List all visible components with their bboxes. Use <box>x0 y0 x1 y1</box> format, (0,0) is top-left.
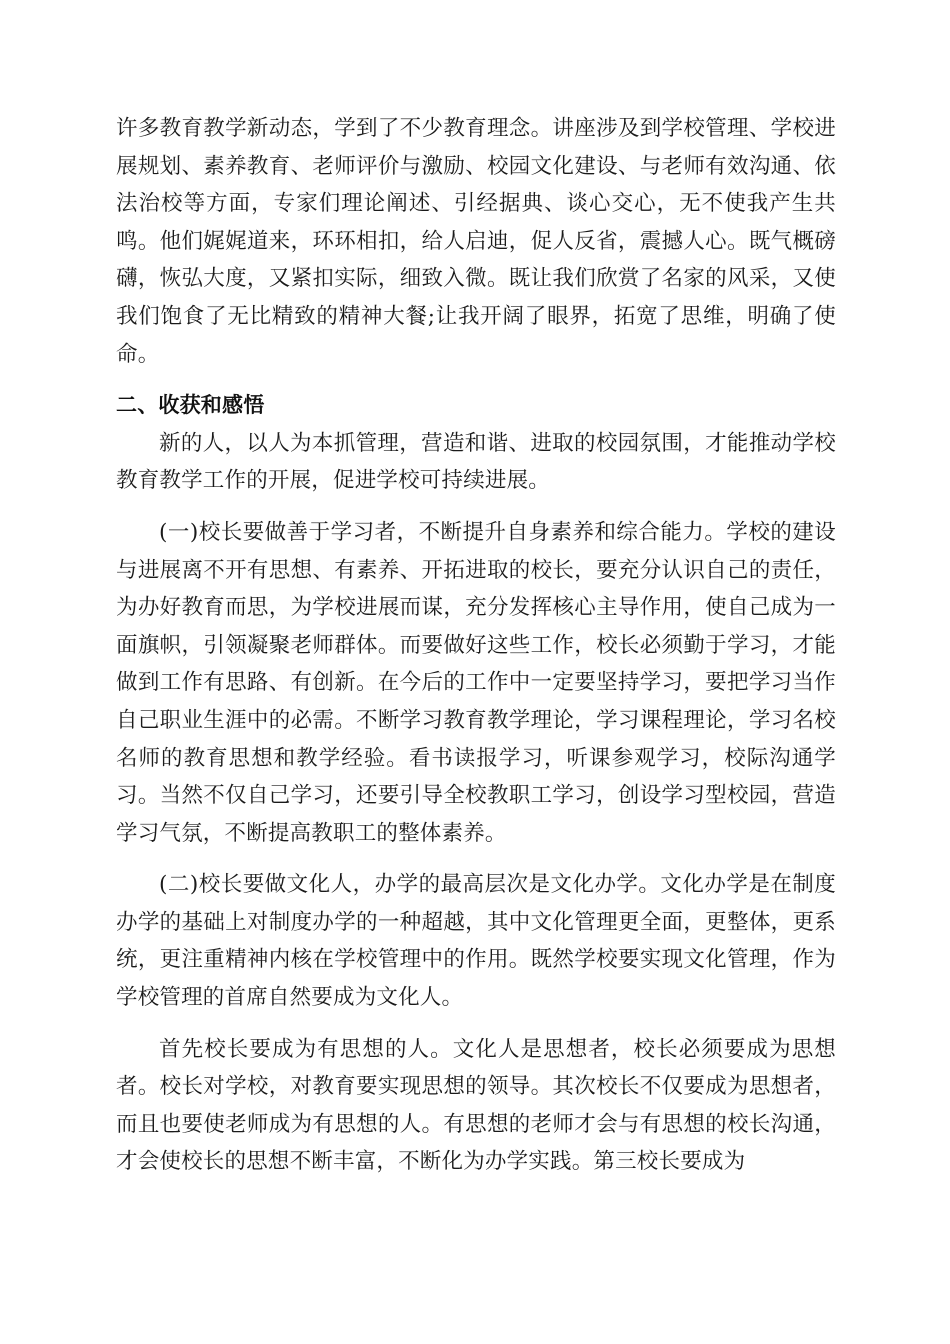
paragraph-2: 新的人，以人为本抓管理，营造和谐、进取的校园氛围，才能推动学校教育教学工作的开展，促进学校可持续进展。 <box>116 430 836 494</box>
section-heading: 二、收获和感悟 <box>116 393 265 418</box>
paragraph-4: (二)校长要做文化人，办学的最高层次是文化办学。文化办学是在制度办学的基础上对制度办学的一种超越，其中文化管理更全面，更整体，更系统，更注重精神内核在学校管理中的作用。既然学校要实现文化管理，作为学校管理的首席自然要成为文化人。 <box>116 872 836 1011</box>
document-body <box>116 110 836 1181</box>
paragraph-5: 首先校长要成为有思想的人。文化人是思想者，校长必须要成为思想者。校长对学校，对教育要实现思想的领导。其次校长不仅要成为思想者，而且也要使老师成为有思想的人。有思想的老师才会与有思想的校长沟通，才会使校长的思想不断丰富，不断化为办学实践。第三校长要成为 <box>116 1036 836 1175</box>
paragraph-3: (一)校长要做善于学习者，不断提升自身素养和综合能力。学校的建设与进展离不开有思想、有素养、开拓进取的校长，要充分认识自己的责任，为办好教育而思，为学校进展而谋，充分发挥核心主导作用，使自己成为一面旗帜，引领凝聚老师群体。而要做好这些工作，校长必须勤于学习，才能做到工作有思路、有创新。在今后的工作中一定要坚持学习，要把学习当作自己职业生涯中的必需。不断学习教育教学理论，学习课程理论，学习名校名师的教育思想和教学经验。看书读报学习，听课参观学习，校际沟通学习。当然不仅自己学习，还要引导全校教职工学习，创设学习型校园，营造学习气氛，不断提高教职工的整体素养。 <box>116 519 836 846</box>
paragraph-intro: 许多教育教学新动态，学到了不少教育理念。讲座涉及到学校管理、学校进展规划、素养教育、老师评价与激励、校园文化建设、与老师有效沟通、依法治校等方面，专家们理论阐述、引经据典、谈心交心，无不使我产生共鸣。他们娓娓道来，环环相扣，给人启迪，促人反省，震撼人心。既气概磅礴，恢弘大度，又紧扣实际，细致入微。既让我们欣赏了名家的风采，又使我们饱食了无比精致的精神大餐;让我开阔了眼界，拓宽了思维，明确了使命。 <box>116 116 836 367</box>
